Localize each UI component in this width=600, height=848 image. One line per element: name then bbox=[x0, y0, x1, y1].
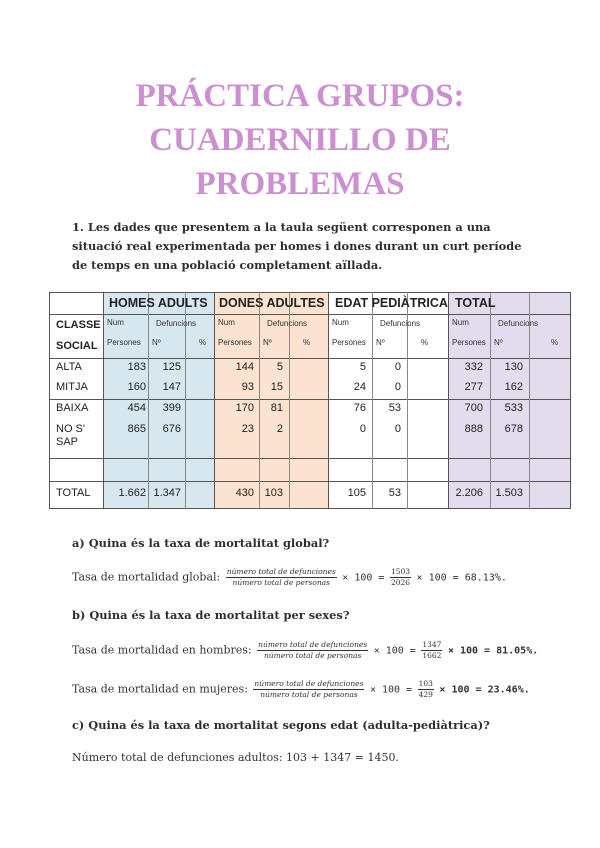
problem-statement: 1. Les dades que presentem a la taula següent corresponen a una situació real experimentada per homes i dones durant un curt període de temps en una població completament aïllada. bbox=[72, 220, 522, 272]
group-header: EDAT PEDIÀTRICA bbox=[335, 296, 448, 310]
sub-header: % bbox=[551, 338, 559, 347]
group-header: HOMES ADULTS bbox=[109, 296, 208, 310]
table-cell: 2.206 bbox=[455, 487, 483, 499]
sub-header: Num bbox=[452, 318, 469, 327]
answer-b-mujeres: Tasa de mortalidad en mujeres: $\frac{\text{número total de defunciones}}{\text{número total de personas}}$ × 100 = $\frac{103}{429}$ × 100 = 23.46%. bbox=[72, 679, 530, 699]
table-cell: 160 bbox=[127, 381, 146, 393]
sub-header: Nº bbox=[494, 338, 503, 347]
sub-header: Nº bbox=[376, 338, 385, 347]
table-cell: 0 bbox=[394, 423, 401, 435]
table-cell: 125 bbox=[162, 361, 181, 373]
table-cell: 93 bbox=[241, 381, 254, 393]
sub-header: Nº bbox=[152, 338, 161, 347]
answer-c: Número total de defunciones adultos: 103 + 1347 = 1450. bbox=[72, 751, 399, 764]
sub-header: Defuncions bbox=[498, 319, 539, 328]
sub-header: Defuncions bbox=[156, 319, 197, 328]
table-cell: 0 bbox=[359, 423, 366, 435]
table-cell: 700 bbox=[464, 402, 483, 414]
sub-header: Nº bbox=[263, 338, 272, 347]
answer-b-hombres: Tasa de mortalidad en hombres: $\frac{\text{número total de defunciones}}{\text{número total de personas}}$ × 100 = $\frac{1347}{1662}$ × 100 = 81.05%. bbox=[72, 640, 539, 660]
table-cell: 23 bbox=[241, 423, 254, 435]
table-cell: 533 bbox=[504, 402, 523, 414]
table-cell: 888 bbox=[464, 423, 483, 435]
sub-header: Persones bbox=[218, 338, 252, 347]
table-cell: 332 bbox=[464, 361, 483, 373]
sub-header: Num bbox=[332, 318, 349, 327]
table-cell: 1.662 bbox=[118, 487, 146, 499]
question-c: c) Quina és la taxa de mortalitat segons edat (adulta-pediàtrica)? bbox=[72, 718, 490, 732]
table-cell: 454 bbox=[127, 402, 146, 414]
question-a: a) Quina és la taxa de mortalitat global? bbox=[72, 536, 330, 550]
sub-header: Persones bbox=[452, 338, 486, 347]
table-cell: 865 bbox=[127, 423, 146, 435]
table-cell: 0 bbox=[394, 361, 401, 373]
title-line-2: CUADERNILLO DE bbox=[149, 122, 451, 158]
sub-header: Num bbox=[218, 318, 235, 327]
table-cell: 2 bbox=[276, 423, 283, 435]
table-cell: 5 bbox=[276, 361, 283, 373]
row-label: MITJA bbox=[56, 381, 88, 393]
table-cell: 53 bbox=[388, 402, 401, 414]
table-cell: 162 bbox=[504, 381, 523, 393]
table-cell: 1.347 bbox=[153, 487, 181, 499]
sub-header: Persones bbox=[107, 338, 141, 347]
table-cell: 105 bbox=[347, 487, 366, 499]
class-label: SOCIAL bbox=[56, 340, 98, 352]
group-header: DONES ADULTES bbox=[219, 296, 325, 310]
row-label: TOTAL bbox=[56, 487, 91, 499]
table-cell: 130 bbox=[504, 361, 523, 373]
table-cell: 103 bbox=[264, 487, 283, 499]
page-title bbox=[0, 74, 600, 206]
table-cell: 0 bbox=[394, 381, 401, 393]
class-label: CLASSE bbox=[56, 319, 101, 331]
title-line-3: PROBLEMAS bbox=[195, 166, 405, 202]
row-label: NO S' SAP bbox=[56, 423, 85, 448]
row-label: BAIXA bbox=[56, 402, 89, 414]
table-cell: 144 bbox=[235, 361, 254, 373]
table-cell: 24 bbox=[353, 381, 366, 393]
table-cell: 15 bbox=[270, 381, 283, 393]
sub-header: Defuncions bbox=[267, 319, 308, 328]
table-cell: 81 bbox=[270, 402, 283, 414]
table-cell: 170 bbox=[235, 402, 254, 414]
table-cell: 183 bbox=[127, 361, 146, 373]
data-table bbox=[49, 292, 571, 509]
table-cell: 1.503 bbox=[495, 487, 523, 499]
sub-header: Defuncions bbox=[380, 319, 421, 328]
table-cell: 147 bbox=[162, 381, 181, 393]
sub-header: Num bbox=[107, 318, 124, 327]
table-cell: 676 bbox=[162, 423, 181, 435]
question-b: b) Quina és la taxa de mortalitat per sexes? bbox=[72, 608, 350, 622]
sub-header: % bbox=[421, 338, 429, 347]
table-cell: 53 bbox=[388, 487, 401, 499]
title-line-1: PRÁCTICA GRUPOS: bbox=[135, 78, 465, 114]
row-label: ALTA bbox=[56, 361, 82, 373]
table-cell: 5 bbox=[359, 361, 366, 373]
group-header: TOTAL bbox=[455, 296, 496, 310]
sub-header: % bbox=[303, 338, 311, 347]
answer-a: Tasa de mortalidad global: $\frac{\text{número total de defunciones}}{\text{número total de personas}}$ × 100 = $\frac{1503}{2026}$ × 100 = 68.13%. bbox=[72, 567, 507, 587]
sub-header: Persones bbox=[332, 338, 366, 347]
table-cell: 277 bbox=[464, 381, 483, 393]
table-cell: 678 bbox=[504, 423, 523, 435]
table-cell: 430 bbox=[235, 487, 254, 499]
table-cell: 399 bbox=[162, 402, 181, 414]
sub-header: % bbox=[199, 338, 207, 347]
table-cell: 76 bbox=[353, 402, 366, 414]
